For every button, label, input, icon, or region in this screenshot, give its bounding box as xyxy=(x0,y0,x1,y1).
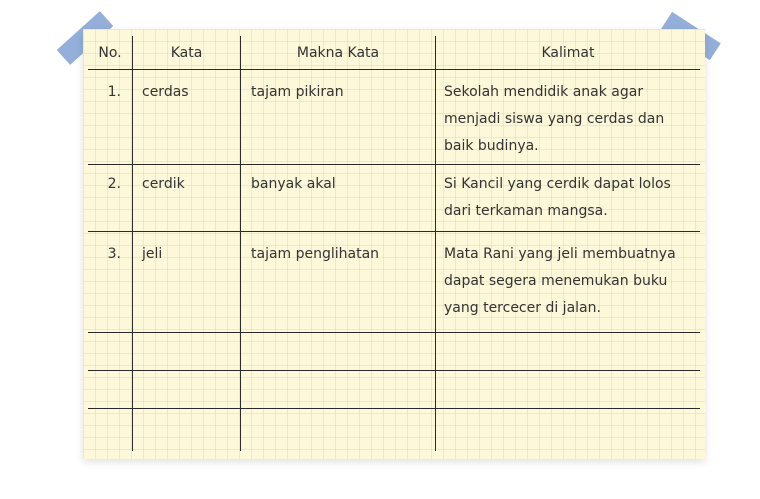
word-cell: cerdas xyxy=(142,84,189,100)
sentence-line: yang tercecer di jalan. xyxy=(444,300,601,316)
row-divider xyxy=(88,164,700,165)
sentence-cell xyxy=(444,241,694,322)
row-number: 1. xyxy=(107,84,121,100)
sentence-line: Sekolah mendidik anak agar xyxy=(444,84,644,100)
row-divider xyxy=(88,332,700,333)
header-divider xyxy=(88,69,700,70)
sentence-line: dapat segera menemukan buku xyxy=(444,273,668,289)
header-no: No. xyxy=(98,45,122,61)
sentence-line: menjadi siswa yang cerdas dan xyxy=(444,111,665,127)
row-divider xyxy=(88,370,700,371)
sentence-cell xyxy=(444,171,694,225)
word-cell: jeli xyxy=(142,246,163,262)
header-makna-kata: Makna Kata xyxy=(296,45,380,61)
word-cell: cerdik xyxy=(142,176,185,192)
row-number: 3. xyxy=(107,246,121,262)
header-kalimat: Kalimat xyxy=(541,45,595,61)
header-kata: Kata xyxy=(170,45,203,61)
row-divider xyxy=(88,231,700,232)
sentence-line: Mata Rani yang jeli membuatnya xyxy=(444,246,676,262)
sentence-cell xyxy=(444,79,694,160)
column-divider xyxy=(240,36,241,451)
meaning-cell: tajam penglihatan xyxy=(251,246,380,262)
sentence-line: baik budinya. xyxy=(444,138,539,154)
meaning-cell: tajam pikiran xyxy=(251,84,344,100)
row-divider xyxy=(88,408,700,409)
meaning-cell: banyak akal xyxy=(251,176,336,192)
sentence-line: dari terkaman mangsa. xyxy=(444,203,608,219)
column-divider xyxy=(132,36,133,451)
sentence-line: Si Kancil yang cerdik dapat lolos xyxy=(444,176,671,192)
row-number: 2. xyxy=(107,176,121,192)
column-divider xyxy=(435,36,436,451)
